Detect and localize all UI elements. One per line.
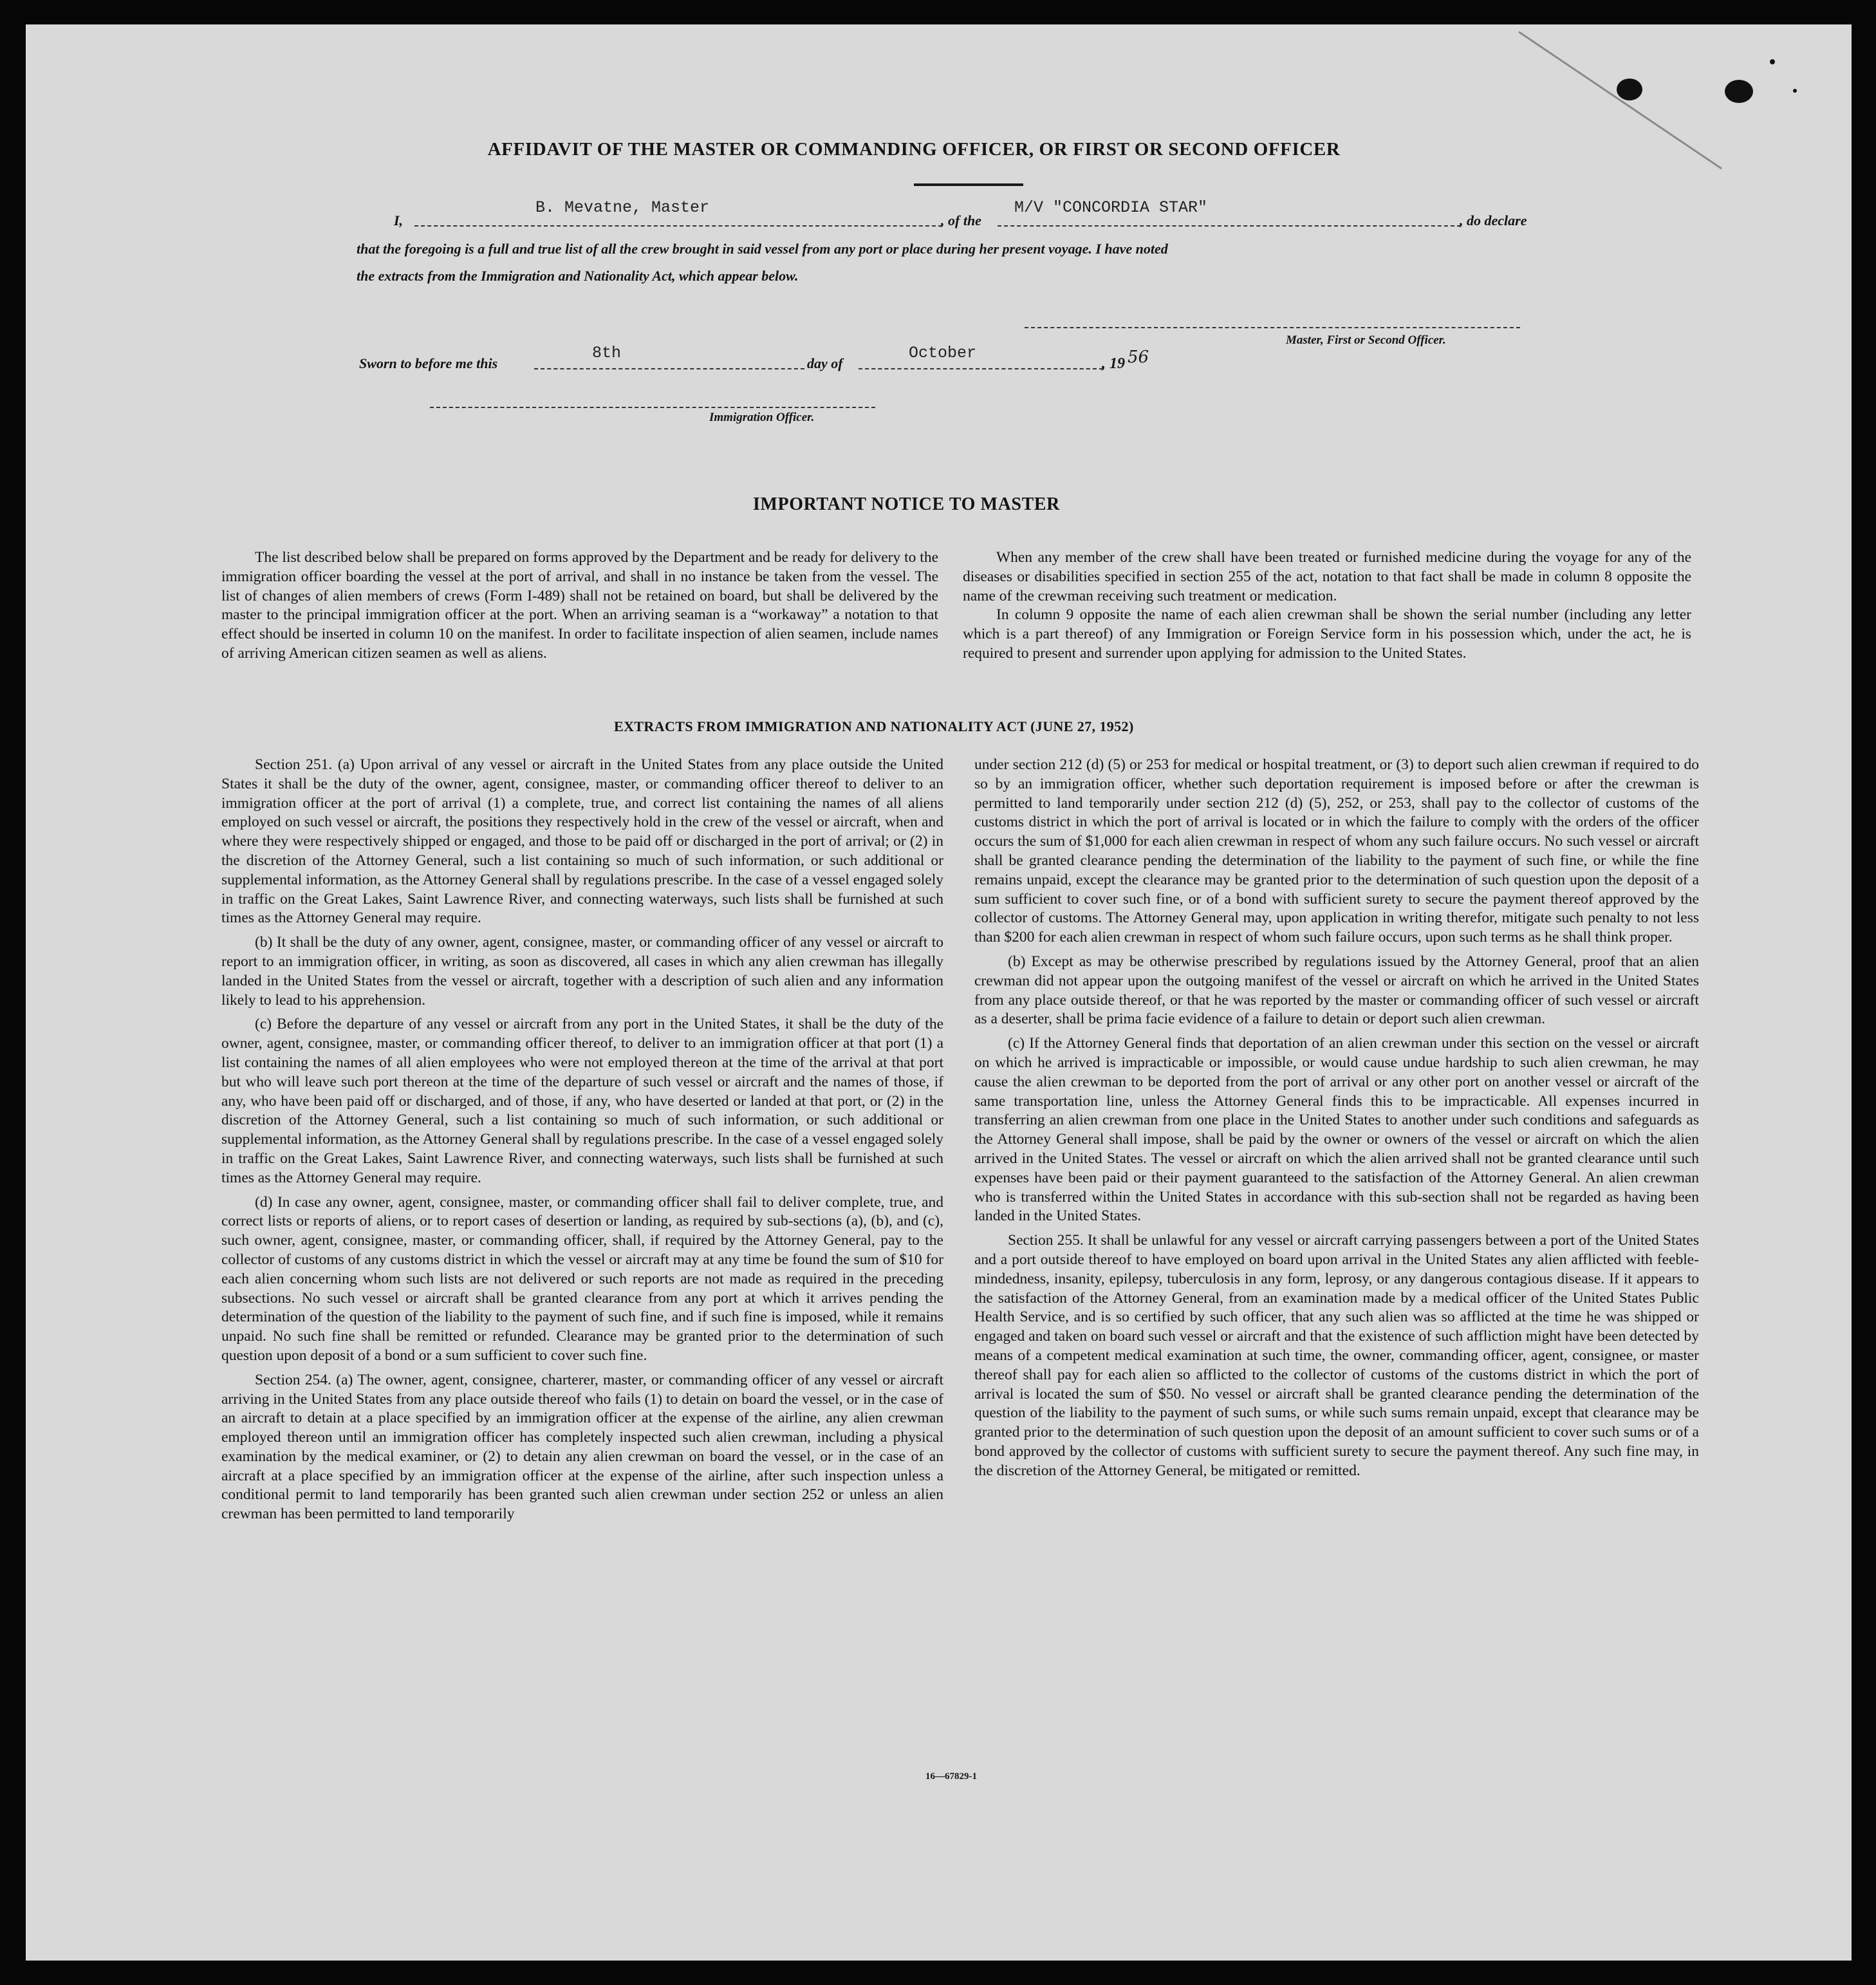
section-251a: Section 251. (a) Upon arrival of any vessel or aircraft in the United States from any place outside the United States it shall be the duty of the owner, agent, consignee, master, or commanding officer thereof to deliver to an immigration officer at the port of arrival (1) a complete, true, and correct list containing the names of all aliens employed on such vessel or aircraft, the positions they respectively hold in the crew of the vessel or aircraft, when and where they were respectively shipped or engaged, and those to be paid off or discharged in the port of arrival; or (2) in the discretion of the Attorney General, such a list containing so much of such information, or such additional or supplemental information, as the Attorney General shall by regulations prescribe. In the case of a vessel engaged solely in traffic on the Great Lakes, Saint Lawrence River, and connecting waterways, such lists shall be furnished at such times as the Attorney General may require. [221, 756, 943, 927]
sworn-day-line [534, 368, 804, 369]
notice-right-paragraph-2: In column 9 opposite the name of each alien crewman shall be shown the serial number (including any letter which is a part thereof) of any Immigration or Foreign Service form in his possession which, under the act, he is required to present and surrender upon applying for admission to the United States. [963, 606, 1691, 662]
section-251d: (d) In case any owner, agent, consignee, master, or commanding officer shall fail to deliver complete, true, and correct lists or reports of aliens, or to report cases of desertion or landing, as required by sub-sections (a), (b), and (c), such owner, agent, consignee, master, or commanding officer, shall, if required by the Attorney General, pay to the collector of customs of any customs district in which the vessel or aircraft may at any time be found the sum of $10 for each alien concerning whom such lists are not delivered or such reports are not made as required in the preceding subsections. No such vessel or aircraft shall be granted clearance from any port at which it arrives pending the determination of the question of the liability to the payment of such fine, and if such fine is imposed, while it remains unpaid. No such fine shall be remitted or refunded. Clearance may be granted prior to the determination of such question upon deposit of a bond or a sum sufficient to cover such fine. [221, 1193, 943, 1364]
sworn-label: Sworn to before me this [359, 355, 498, 371]
sworn-day: 8th [592, 344, 622, 362]
master-name: B. Mevatne, Master [535, 198, 710, 217]
master-signature-caption: Master, First or Second Officer. [1286, 333, 1446, 347]
notice-title: IMPORTANT NOTICE TO MASTER [753, 494, 1060, 514]
do-declare-label: , do declare [1460, 212, 1527, 228]
notice-right-column [963, 548, 1691, 664]
section-251c: (c) Before the departure of any vessel or aircraft from any port in the United States, it shall be the duty of the owner, agent, consignee, master, or commanding officer thereof, to deliver to an immigration officer at that port (1) a list containing the names of all alien employees who were not employed thereon at the time of the arrival at that port but who will leave such port thereon at the time of the departure of such vessel or aircraft and the names of those, if any, who have been paid off or discharged, and of those, if any, who have deserted or landed at that port, or (2) in the discretion of the Attorney General, such a list containing so much of such information, or such additional or supplemental information, as the Attorney General shall by regulations prescribe. In the case of a vessel engaged solely in traffic on the Great Lakes, Saint Lawrence River, and connecting waterways, such lists shall be furnished at such times as the Attorney General may require. [221, 1016, 943, 1186]
name-line [414, 225, 942, 227]
extracts-right-column [974, 756, 1699, 1480]
form-code: 16—67829-1 [925, 1771, 977, 1782]
section-254c: (c) If the Attorney General finds that deportation of an alien crewman under this section on the vessel or aircraft on which he arrived is impracticable or impossible, or would cause undue hardship to such alien crewman, he may cause the alien crewman to be deported from the port of arrival or any other port on another vessel or aircraft of the same transportation line, unless the Attorney General finds this to be impracticable. All expenses incurred in transferring an alien crewman from one place in the United States to another under such conditions and safeguards as the Attorney General shall impose, shall be paid by the owner or owners of the vessel or aircraft on which the alien arrived in the United States. The vessel or aircraft on which the alien arrived shall not be granted clearance until such expenses have been paid or their payment guaranteed to the satisfaction of the Attorney General. An alien crewman who is transferred within the United States in accordance with this sub-section shall not be regarded as having been landed in the United States. [974, 1035, 1699, 1225]
of-the-label: , of the [941, 212, 981, 228]
declaration-line-1: that the foregoing is a full and true list of all the crew brought in said vessel from any port or place during her present voyage. I have noted [357, 241, 1168, 257]
ink-dot [1793, 89, 1797, 93]
vessel-line [998, 225, 1461, 227]
sworn-month-line [859, 368, 1103, 369]
notice-left-paragraph: The list described below shall be prepared on forms approved by the Department and be ready for delivery to the immigration officer boarding the vessel at the port of arrival, and shall in no instance be taken from the vessel. The list of changes of alien members of crews (Form I-489) shall not be retained on board, but shall be delivered by the master to the principal immigration officer at the port. When an arriving seaman is a “workaway” a notation to that effect should be inserted in column 10 on the manifest. In order to facilitate inspection of alien seamen, include names of arriving American citizen seamen as well as aliens. [221, 549, 938, 662]
title-rule [914, 183, 1023, 186]
year-prefix: , 19 [1102, 355, 1125, 372]
sworn-month: October [909, 344, 977, 362]
section-254a-continued: under section 212 (d) (5) or 253 for medical or hospital treatment, or (3) to deport such alien crewman if required to do so by an immigration officer, whether such deportation requirement is imposed before or after the crewman is permitted to land temporarily under section 212 (d) (5), 252, or 253, shall pay to the collector of customs of the customs district in which the port of arrival is located or in which the failure to comply with the orders of the officer occurs the sum of $1,000 for each alien crewman in respect of whom any such failure occurs. No such vessel or aircraft shall be granted clearance pending the determination of the liability to the payment of such fine, or while the fine remains unpaid, except the clearance may be granted prior to the determination of such question upon the deposit of a sum sufficient to cover such fine, or of a bond with sufficient surety to secure the payment thereof approved by the collector of customs. The Attorney General may, upon application in writing therefor, mitigate such penalty to not less than $200 for each alien crewman in respect of whom such failure occurs, upon such terms as he shall think proper. [974, 756, 1699, 946]
immigration-officer-line [430, 407, 875, 408]
extracts-title: EXTRACTS FROM IMMIGRATION AND NATIONALITY ACT (JUNE 27, 1952) [614, 718, 1134, 734]
section-254b: (b) Except as may be otherwise prescribed by regulations issued by the Attorney General, proof that an alien crewman did not appear upon the outgoing manifest of the vessel or aircraft on which he arrived in the United States from any place outside thereof, or that he was reported by the master or commanding officer of such vessel or aircraft as a deserter, shall be prima facie evidence of a failure to detain or deport such alien crewman. [974, 953, 1699, 1028]
year-handwritten: 56 [1128, 348, 1149, 367]
master-signature-line [1025, 327, 1520, 328]
section-254a: Section 254. (a) The owner, agent, consignee, charterer, master, or commanding officer of any vessel or aircraft arriving in the United States from any place outside thereof who fails (1) to detain on board the vessel, or in the case of an aircraft to detain at a place specified by an immigration officer at the expense of the airline, any alien crewman employed thereon until an immigration officer has completely inspected such alien crewman, including a physical examination by the medical examiner, or (2) to detain any alien crewman on board the vessel, or in the case of an aircraft at a place specified by an immigration officer at the expense of the airline, after such inspection unless a conditional permit to land temporarily has been granted such alien crewman under section 252 or unless an alien crewman has been permitted to land temporarily [221, 1371, 943, 1523]
ink-dot [1770, 59, 1775, 64]
affidavit-i-label: I, [394, 212, 404, 228]
ink-blot [1725, 80, 1753, 103]
declaration-line-2: the extracts from the Immigration and Nationality Act, which appear below. [357, 268, 799, 284]
extracts-left-column [221, 756, 943, 1524]
day-of-label: day of [807, 355, 843, 371]
vessel-name: M/V "CONCORDIA STAR" [1014, 198, 1208, 217]
notice-right-paragraph-1: When any member of the crew shall have been treated or furnished medicine during the voyage for any of the diseases or disabilities specified in section 255 of the act, notation to that fact shall be made in column 8 opposite the name of the crewman receiving such treatment or medication. [963, 549, 1691, 604]
affidavit-title: AFFIDAVIT OF THE MASTER OR COMMANDING OFFICER, OR FIRST OR SECOND OFFICER [487, 139, 1341, 160]
ink-blot [1617, 79, 1642, 100]
immigration-officer-caption: Immigration Officer. [709, 411, 815, 424]
document-page [26, 24, 1852, 1961]
notice-left-column [221, 548, 938, 664]
section-251b: (b) It shall be the duty of any owner, agent, consignee, master, or commanding officer of any vessel or aircraft to report to an immigration officer, in writing, as soon as discovered, all cases in which any alien crewman has illegally landed in the United States from the vessel or aircraft, together with a description of such alien and any information likely to lead to his apprehension. [221, 934, 943, 1009]
section-255: Section 255. It shall be unlawful for any vessel or aircraft carrying passengers between a port of the United States and a port outside thereof to have employed on board upon arrival in the United States any alien afflicted with feeble-mindedness, insanity, epilepsy, tuberculosis in any form, leprosy, or any dangerous contagious disease. If it appears to the satisfaction of the Attorney General, from an examination made by a medical officer of the United States Public Health Service, and is so certified by such officer, that any such alien was so afflicted at the time he was shipped or engaged and taken on board such vessel or aircraft and that the existence of such affliction might have been detected by means of a competent medical examination at such time, the owner, commanding officer, agent, consignee, or master thereof shall pay for each alien so afflicted to the collector of customs of the customs district in which the port of arrival is located the sum of $50. No vessel or aircraft shall be granted clearance pending the determination of the question of the liability to the payment of such sums, or while such sums remain unpaid, except that clearance may be granted prior to the determination of such question upon the deposit of an amount sufficient to cover such sums or of a bond approved by the collector of customs with sufficient surety to secure the payment thereof. Any such fine may, in the discretion of the Attorney General, be mitigated or remitted. [974, 1232, 1699, 1479]
